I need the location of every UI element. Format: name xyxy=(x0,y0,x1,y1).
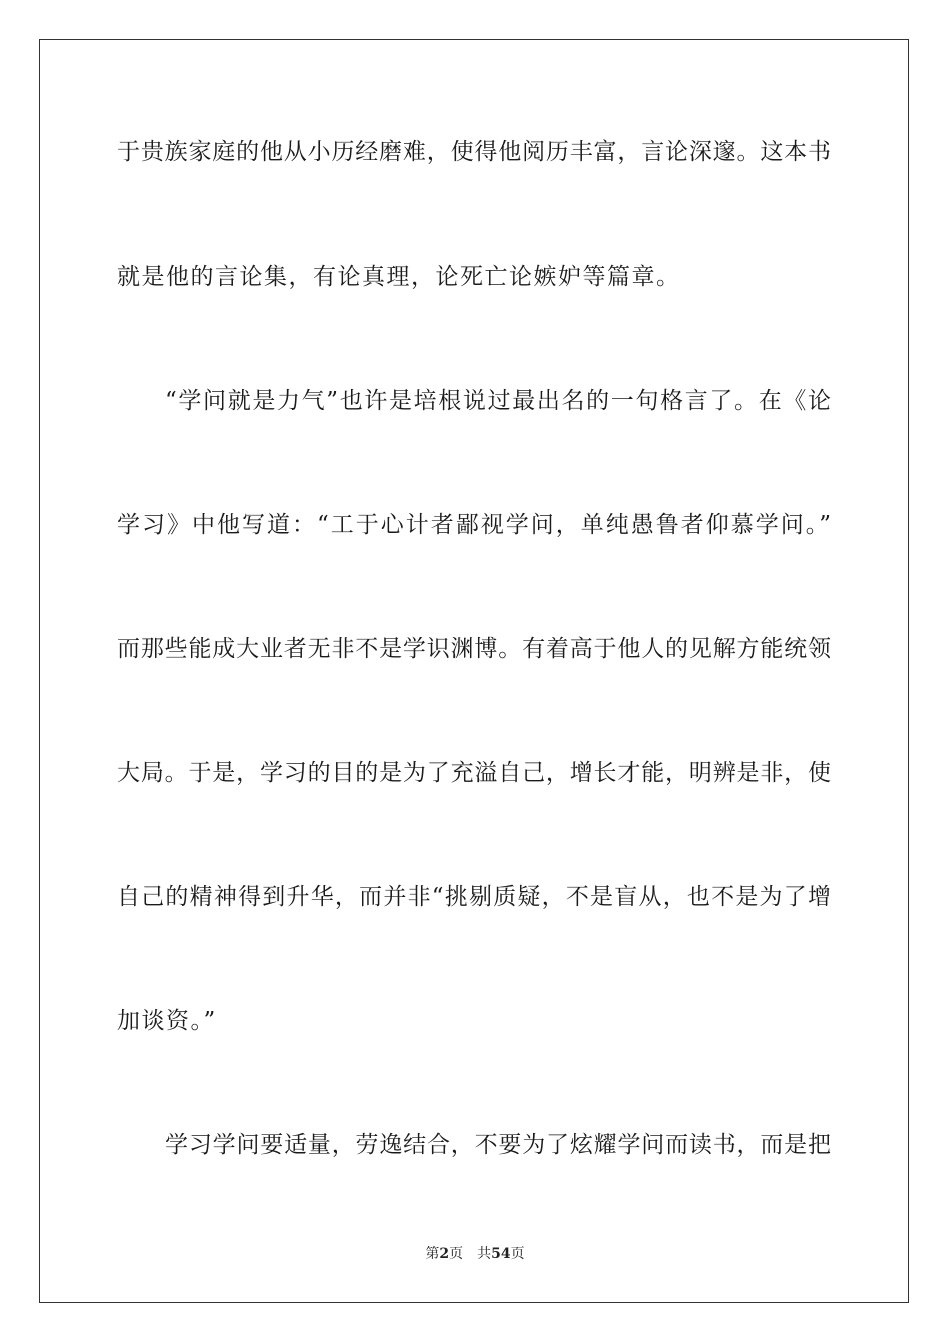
text-line-9: 学习学问要适量，劳逸结合，不要为了炫耀学问而读书，而是把 xyxy=(165,1132,831,1158)
total-pages: 54 xyxy=(491,1246,511,1262)
text-line-4: 学习》中他写道：“工于心计者鄙视学问，单纯愚鲁者仰慕学问。” xyxy=(117,512,831,538)
page-number: 2 xyxy=(439,1246,450,1262)
text-line-2: 就是他的言论集，有论真理，论死亡论嫉妒等篇章。 xyxy=(117,264,681,290)
total-suffix: 页 xyxy=(510,1246,525,1262)
text-line-6: 大局。于是，学习的目的是为了充溢自己，增长才能，明辨是非，使 xyxy=(117,760,831,786)
text-line-3: “学问就是力气”也许是培根说过最出名的一句格言了。在《论 xyxy=(165,388,831,414)
page-border xyxy=(39,39,909,1303)
text-line-7: 自己的精神得到升华，而并非“挑剔质疑，不是盲从，也不是为了增 xyxy=(117,884,831,910)
page-suffix: 页 xyxy=(449,1246,464,1262)
text-line-5: 而那些能成大业者无非不是学识渊博。有着高于他人的见解方能统领 xyxy=(117,636,831,662)
text-line-1: 于贵族家庭的他从小历经磨难，使得他阅历丰富，言论深邃。这本书 xyxy=(117,139,831,165)
page-prefix: 第 xyxy=(425,1246,440,1262)
page-footer xyxy=(0,1245,950,1263)
total-prefix: 共 xyxy=(477,1246,492,1262)
text-line-8: 加谈资。” xyxy=(117,1008,217,1034)
